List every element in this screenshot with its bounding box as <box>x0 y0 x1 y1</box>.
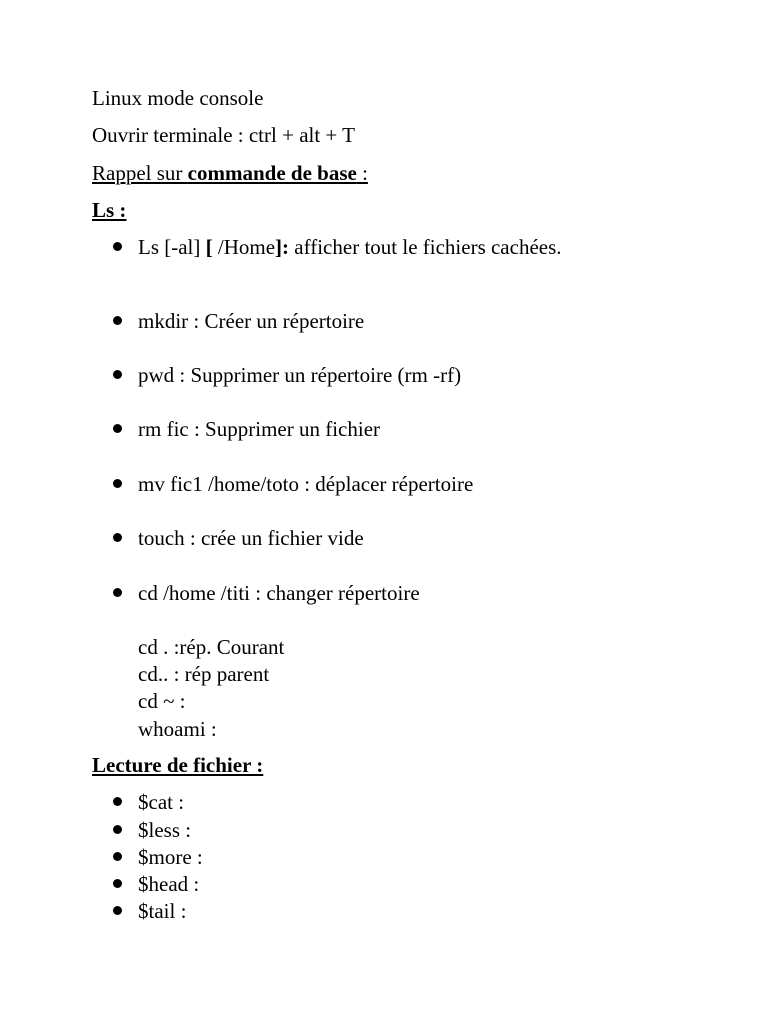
reminder-prefix: Rappel sur <box>92 161 188 185</box>
cd-note-parent: cd.. : rép parent <box>138 662 270 686</box>
bullet-icon <box>113 242 122 251</box>
reading-item-more: $more : <box>138 845 203 869</box>
bullet-icon <box>113 424 122 433</box>
cd-note-whoami: whoami : <box>138 717 217 741</box>
bullet-icon <box>113 533 122 542</box>
reminder-bold: commande de base <box>187 161 357 185</box>
ls-item <box>138 234 562 260</box>
bullet-icon <box>113 906 122 915</box>
command-item-touch: touch : crée un fichier vide <box>138 526 364 550</box>
ls-item-prefix: Ls [-al] <box>138 235 206 259</box>
command-item-cd: cd /home /titi : changer répertoire <box>138 581 420 605</box>
command-item-mkdir: mkdir : Créer un répertoire <box>138 309 365 333</box>
reading-item-tail: $tail : <box>138 899 187 923</box>
ls-item-bracket-close: ]: <box>275 235 290 259</box>
ls-item-description: afficher tout le fichiers cachées. <box>289 235 562 259</box>
bullet-icon <box>113 370 122 379</box>
bullet-icon <box>113 479 122 488</box>
bullet-icon <box>113 316 122 325</box>
reminder-heading <box>92 160 368 186</box>
bullet-icon <box>113 797 122 806</box>
ls-heading: Ls : <box>92 198 127 222</box>
reminder-suffix: : <box>356 161 368 185</box>
ls-item-bracket-open: [ <box>205 235 213 259</box>
command-item-rm: rm fic : Supprimer un fichier <box>138 417 381 441</box>
bullet-icon <box>113 852 122 861</box>
reading-item-cat: $cat : <box>138 790 185 814</box>
bullet-icon <box>113 588 122 597</box>
open-terminal-line: Ouvrir terminale : ctrl + alt + T <box>92 123 355 147</box>
reading-item-less: $less : <box>138 818 192 842</box>
cd-note-current: cd . :rép. Courant <box>138 635 285 659</box>
reading-item-head: $head : <box>138 872 200 896</box>
bullet-icon <box>113 825 122 834</box>
command-item-pwd: pwd : Supprimer un répertoire (rm -rf) <box>138 363 462 387</box>
command-item-mv: mv fic1 /home/toto : déplacer répertoire <box>138 472 474 496</box>
bullet-icon <box>113 879 122 888</box>
reading-heading: Lecture de fichier : <box>92 753 264 777</box>
cd-note-home: cd ~ : <box>138 689 186 713</box>
doc-title: Linux mode console <box>92 86 264 110</box>
ls-item-path: /Home <box>212 235 276 259</box>
